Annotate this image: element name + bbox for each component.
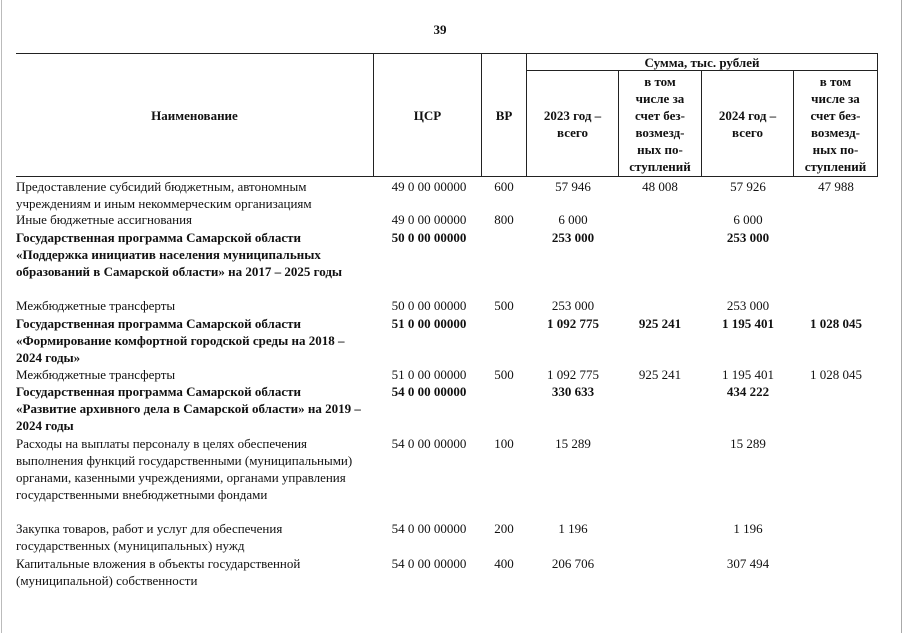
row-csr: 49 0 00 00000 [391, 212, 467, 227]
header-2024-free-receipts [794, 71, 877, 176]
header-2023-free-receipts [619, 71, 701, 176]
scan-right-edge [901, 0, 902, 633]
row-vr: 500 [494, 367, 514, 382]
header-line: числе за [811, 90, 860, 106]
header-line: ступлений [629, 158, 691, 174]
row-2023-total: 6 000 [558, 212, 588, 227]
row-2024-total: 6 000 [733, 212, 763, 227]
row-2023-free-receipts: 925 241 [638, 367, 682, 382]
row-2024-total: 1 195 401 [722, 367, 774, 382]
row-2024-total: 307 494 [726, 556, 770, 571]
row-2024-total: 15 289 [730, 436, 766, 451]
header-line: в том [819, 73, 852, 89]
row-2023-total: 253 000 [551, 298, 595, 313]
header-2024-total [702, 71, 793, 176]
row-csr: 54 0 00 00000 [391, 556, 467, 571]
row-vr: 600 [494, 179, 514, 194]
row-name: Предоставление субсидий бюджетным, автономным учреждениям и иным некоммерческим организациям [16, 179, 312, 211]
row-2023-total: 1 092 775 [547, 367, 599, 382]
row-name: Иные бюджетные ассигнования [16, 212, 193, 227]
header-name: Наименование [151, 107, 238, 123]
row-2024-total: 253 000 [726, 230, 770, 245]
row-2023-total: 57 946 [555, 179, 591, 194]
row-vr: 200 [494, 521, 514, 536]
header-line: возмезд- [810, 124, 860, 140]
row-vr: 800 [494, 212, 514, 227]
row-name: Капитальные вложения в объекты государственной (муниципальной) собственности [16, 556, 301, 588]
row-vr: 100 [494, 436, 514, 451]
row-name: Государственная программа Самарской области «Формирование комфортной городской среды на 2018 – 2024 годы» [16, 316, 345, 365]
row-name: Межбюджетные трансферты [16, 367, 176, 382]
row-2024-total: 1 195 401 [722, 316, 774, 331]
header-line: числе за [635, 90, 685, 106]
row-csr: 50 0 00 00000 [391, 298, 467, 313]
row-2024-free-receipts: 1 028 045 [810, 316, 862, 331]
row-name: Государственная программа Самарской области «Развитие архивного дела в Самарской области» на 2019 – 2024 годы [16, 384, 361, 433]
header-2023-total [527, 71, 618, 176]
row-csr: 54 0 00 00000 [391, 384, 467, 399]
row-name: Государственная программа Самарской области «Поддержка инициатив населения муниципальных образований в Самарской области» на 2017 – 2025 годы [16, 230, 343, 279]
row-name: Межбюджетные трансферты [16, 298, 176, 313]
row-2023-total: 1 196 [558, 521, 588, 536]
row-vr: 500 [494, 298, 514, 313]
row-2024-total: 434 222 [726, 384, 770, 399]
row-csr: 51 0 00 00000 [391, 367, 467, 382]
header-line: 2023 год – [543, 107, 602, 123]
row-2024-free-receipts: 47 988 [818, 179, 854, 194]
header-line: ных по- [812, 141, 859, 157]
header-csr: ЦСР [413, 107, 442, 123]
header-line: всего [732, 124, 763, 140]
header-line: всего [557, 124, 588, 140]
row-2023-total: 206 706 [551, 556, 595, 571]
header-line: счет без- [635, 107, 685, 123]
row-2024-total: 57 926 [730, 179, 766, 194]
header-line: счет без- [810, 107, 861, 123]
page-number: 39 [433, 22, 447, 37]
row-2023-free-receipts: 48 008 [642, 179, 678, 194]
row-2023-total: 15 289 [555, 436, 591, 451]
row-name: Закупка товаров, работ и услуг для обеспечения государственных (муниципальных) нужд [16, 521, 283, 553]
row-name: Расходы на выплаты персоналу в целях обеспечения выполнения функций государственными (муниципальными) органами, казенными учреждениями, органами управления государственными внебюджетными фондами [16, 436, 353, 502]
header-line: возмезд- [635, 124, 685, 140]
header-line: 2024 год – [718, 107, 777, 123]
header-line: ступлений [804, 158, 867, 174]
row-2023-free-receipts: 925 241 [638, 316, 682, 331]
row-2024-free-receipts: 1 028 045 [810, 367, 862, 382]
row-csr: 49 0 00 00000 [391, 179, 467, 194]
header-line: в том [644, 73, 676, 89]
row-csr: 51 0 00 00000 [391, 316, 467, 331]
row-vr: 400 [494, 556, 514, 571]
row-2023-total: 1 092 775 [547, 316, 599, 331]
scan-left-edge [1, 0, 2, 633]
row-2024-total: 253 000 [726, 298, 770, 313]
row-csr: 54 0 00 00000 [391, 521, 467, 536]
header-sum-group: Сумма, тыс. рублей [644, 54, 760, 70]
header-vr: ВР [495, 107, 513, 123]
header-line: ных по- [637, 141, 683, 157]
row-csr: 50 0 00 00000 [391, 230, 467, 245]
row-2023-total: 330 633 [551, 384, 595, 399]
row-2023-total: 253 000 [551, 230, 595, 245]
row-2024-total: 1 196 [733, 521, 763, 536]
row-csr: 54 0 00 00000 [391, 436, 467, 451]
